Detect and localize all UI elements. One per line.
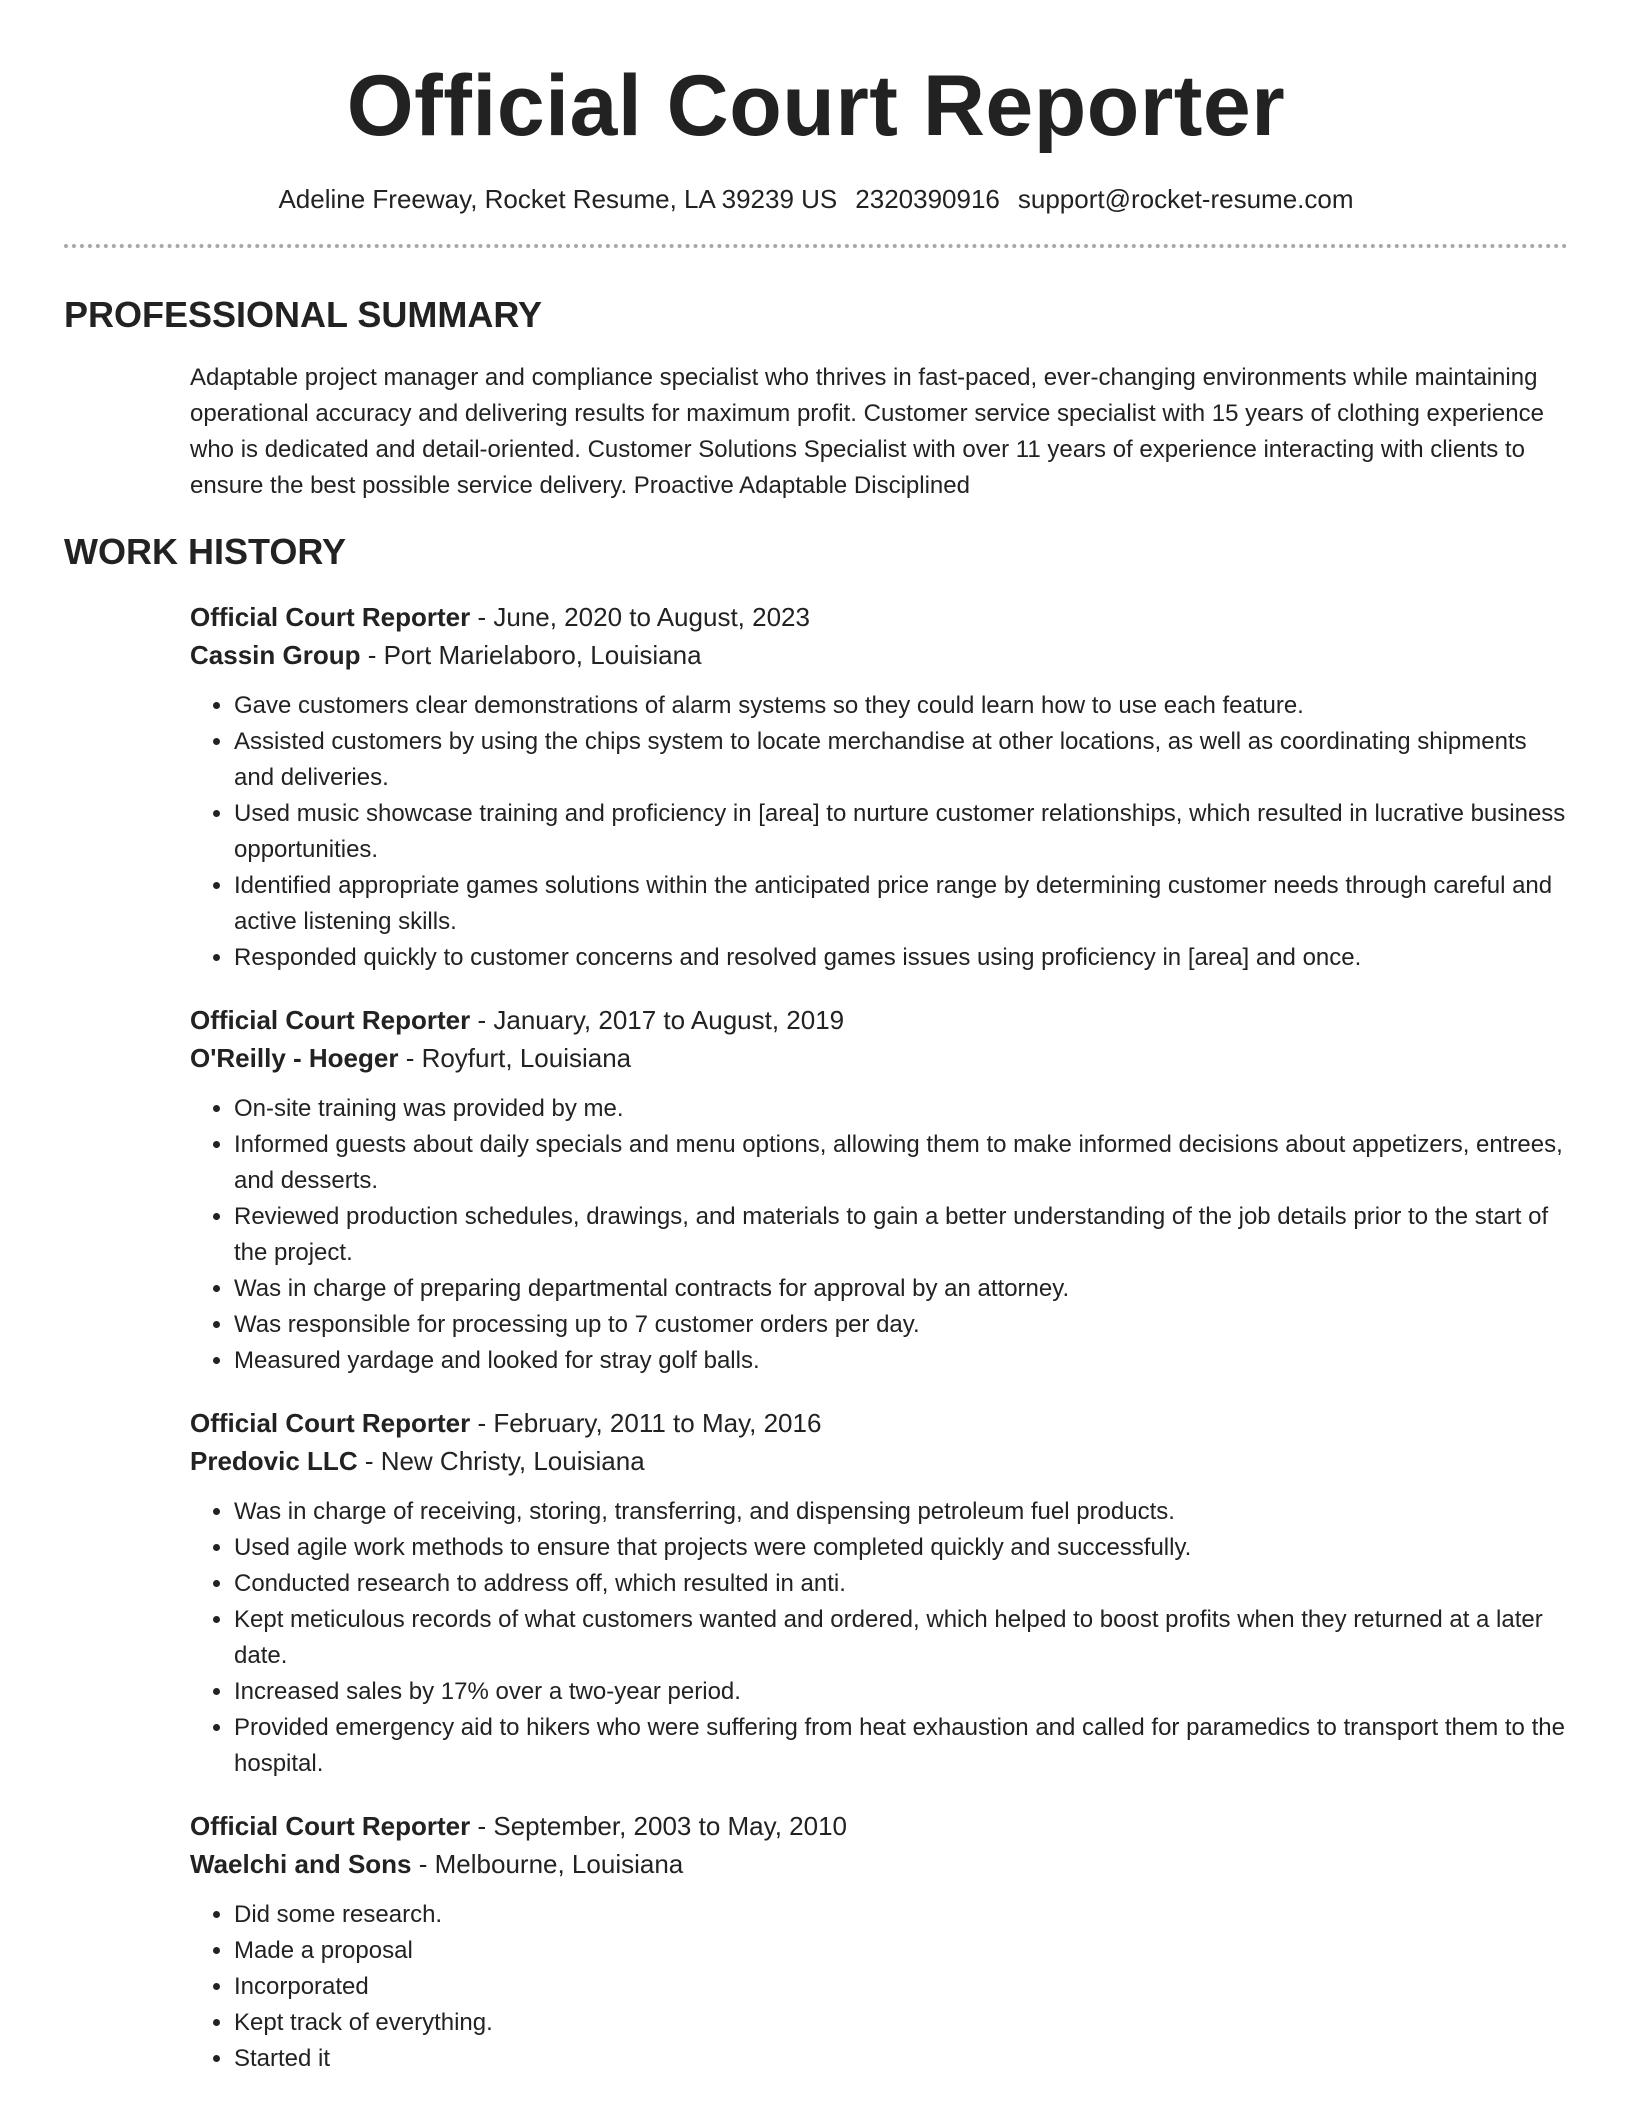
- job-bullet-list: [190, 1897, 1568, 2077]
- job-company: O'Reilly - Hoeger: [190, 1043, 399, 1073]
- work-history-heading: WORK HISTORY: [64, 531, 347, 572]
- job-bullet: • Used music showcase training and proficiency in [area] to nurture customer relationships, which resulted in lucrative business opportunities.: [234, 796, 1568, 868]
- job-bullet: • Started it: [234, 2041, 1568, 2077]
- job-bullet: • Responded quickly to customer concerns and resolved games issues using proficiency in [area] and once.: [234, 940, 1568, 976]
- contact-address: Adeline Freeway, Rocket Resume, LA 39239 US: [278, 184, 838, 214]
- job-location: - Royfurt, Louisiana: [398, 1043, 632, 1073]
- job-bullet-list: [190, 688, 1568, 976]
- job-company-line: [190, 1845, 1568, 1883]
- job-bullet: • Was in charge of preparing departmental contracts for approval by an attorney.: [234, 1271, 1568, 1307]
- job-company: Predovic LLC: [190, 1446, 358, 1476]
- job-title: Official Court Reporter: [190, 1811, 471, 1841]
- job-bullet: • Kept track of everything.: [234, 2005, 1568, 2041]
- job-entry: [190, 1001, 1568, 1379]
- job-company-line: [190, 1039, 1568, 1077]
- summary-text: Adaptable project manager and compliance specialist who thrives in fast-paced, ever-changing environments while maintaining operational accuracy and delivering results for maximum profit. Customer service specialist with 15 years of clothing experience who is dedicated and detail-oriented. Customer Solutions Specialist with over 11 years of experience interacting with clients to ensure the best possible service delivery. Proactive Adaptable Disciplined: [190, 364, 1544, 499]
- job-entry: [190, 1807, 1568, 2077]
- job-bullet: • Assisted customers by using the chips system to locate merchandise at other locations, as well as coordinating shipments and deliveries.: [234, 724, 1568, 796]
- contact-email: support@rocket-resume.com: [1017, 184, 1354, 214]
- resume-name-title: Official Court Reporter: [346, 58, 1286, 154]
- job-bullet: • On-site training was provided by me.: [234, 1091, 1568, 1127]
- job-bullet: • Provided emergency aid to hikers who were suffering from heat exhaustion and called for paramedics to transport them to the hospital.: [234, 1710, 1568, 1782]
- job-bullet: • Incorporated: [234, 1969, 1568, 2005]
- job-dates: - June, 2020 to August, 2023: [470, 602, 810, 632]
- contact-info: [64, 182, 1568, 216]
- job-company-line: [190, 636, 1568, 674]
- job-company: Waelchi and Sons: [190, 1849, 412, 1879]
- job-bullet: • Made a proposal: [234, 1933, 1568, 1969]
- job-title: Official Court Reporter: [190, 1005, 471, 1035]
- job-bullet: • Increased sales by 17% over a two-year period.: [234, 1674, 1568, 1710]
- contact-phone: 2320390916: [855, 184, 1000, 214]
- job-company: Cassin Group: [190, 640, 361, 670]
- job-title-line: [190, 1001, 1568, 1039]
- job-bullet: • Kept meticulous records of what customers wanted and ordered, which helped to boost profits when they returned at a later date.: [234, 1602, 1568, 1674]
- job-bullet: • Measured yardage and looked for stray golf balls.: [234, 1343, 1568, 1379]
- job-bullet: • Gave customers clear demonstrations of alarm systems so they could learn how to use each feature.: [234, 688, 1568, 724]
- header-divider: [64, 244, 1568, 248]
- job-title-line: [190, 1404, 1568, 1442]
- job-title: Official Court Reporter: [190, 1408, 471, 1438]
- job-bullet: • Did some research.: [234, 1897, 1568, 1933]
- job-dates: - September, 2003 to May, 2010: [470, 1811, 847, 1841]
- job-bullet: • Was in charge of receiving, storing, transferring, and dispensing petroleum fuel products.: [234, 1494, 1568, 1530]
- summary-heading: PROFESSIONAL SUMMARY: [64, 294, 543, 335]
- job-company-line: [190, 1442, 1568, 1480]
- job-entry: [190, 598, 1568, 976]
- job-location: - New Christy, Louisiana: [357, 1446, 645, 1476]
- job-dates: - January, 2017 to August, 2019: [470, 1005, 845, 1035]
- job-bullet: • Conducted research to address off, which resulted in anti.: [234, 1566, 1568, 1602]
- job-title: Official Court Reporter: [190, 602, 471, 632]
- job-bullet-list: [190, 1091, 1568, 1379]
- job-location: - Port Marielaboro, Louisiana: [360, 640, 702, 670]
- job-bullet: • Identified appropriate games solutions within the anticipated price range by determining customer needs through careful and active listening skills.: [234, 868, 1568, 940]
- resume-page: [64, 0, 1568, 2077]
- job-title-line: [190, 1807, 1568, 1845]
- job-bullet: • Informed guests about daily specials and menu options, allowing them to make informed decisions about appetizers, entrees, and desserts.: [234, 1127, 1568, 1199]
- job-bullet-list: [190, 1494, 1568, 1782]
- work-history-list: [190, 598, 1568, 2077]
- job-title-line: [190, 598, 1568, 636]
- job-bullet: • Reviewed production schedules, drawings, and materials to gain a better understanding of the job details prior to the start of the project.: [234, 1199, 1568, 1271]
- job-bullet: • Used agile work methods to ensure that projects were completed quickly and successfully.: [234, 1530, 1568, 1566]
- job-bullet: • Was responsible for processing up to 7 customer orders per day.: [234, 1307, 1568, 1343]
- job-location: - Melbourne, Louisiana: [411, 1849, 684, 1879]
- job-dates: - February, 2011 to May, 2016: [470, 1408, 822, 1438]
- job-entry: [190, 1404, 1568, 1782]
